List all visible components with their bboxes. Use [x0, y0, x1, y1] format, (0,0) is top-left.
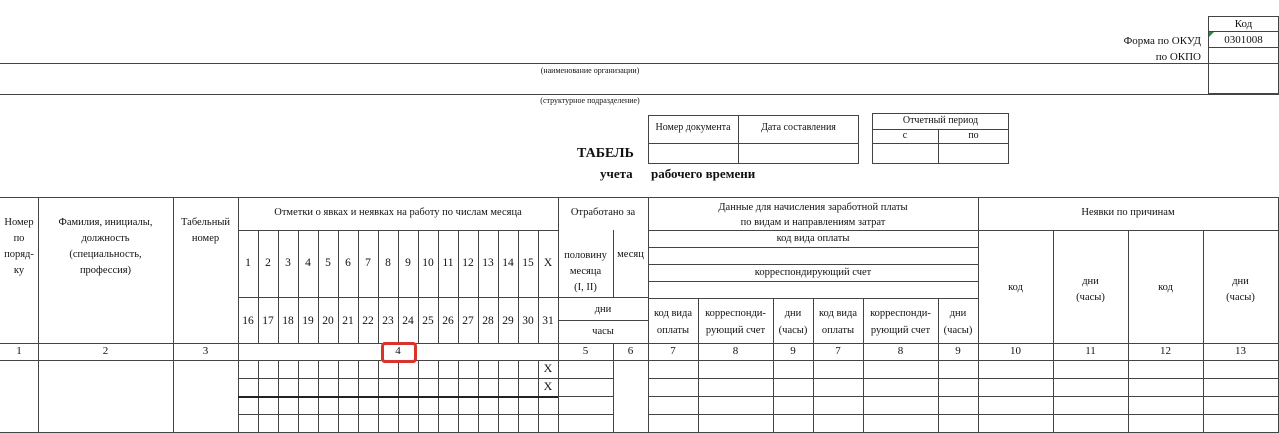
- day-bottom-3: 18: [282, 315, 294, 327]
- day-bottom-7: 22: [362, 315, 374, 327]
- corr-account-label: корреспондирующий счет: [754, 267, 872, 278]
- col-marks-header: Отметки о явках и неявках на работу по числам месяца: [274, 207, 522, 218]
- sub-corr-2: корреспонди- рующий счет: [870, 308, 931, 336]
- abs-code-2: код: [1158, 282, 1173, 293]
- day-bottom-6: 21: [342, 315, 354, 327]
- highlight-box: [381, 342, 417, 363]
- sub-corr-1: корреспонди- рующий счет: [705, 308, 766, 336]
- col-number-6: 6: [627, 345, 634, 357]
- sub-days-2: дни (часы): [943, 308, 973, 336]
- org-caption: (наименование организации): [540, 66, 640, 75]
- col-number-2: 2: [102, 345, 109, 357]
- day-bottom-5: 20: [322, 315, 334, 327]
- day-top-16: X: [543, 257, 553, 269]
- org-line: [0, 63, 1208, 64]
- day-bottom-14: 29: [502, 315, 514, 327]
- day-bottom-15: 30: [522, 315, 534, 327]
- body-x-mark-2[interactable]: X: [543, 379, 553, 393]
- sub-days-1: дни (часы): [778, 308, 808, 336]
- day-top-2: 2: [265, 257, 271, 269]
- worked-days-label: дни: [594, 304, 612, 315]
- col-number-16: 13: [1235, 345, 1246, 357]
- body-x-mark-1[interactable]: X: [543, 361, 553, 375]
- page-title: ТАБЕЛЬ: [577, 146, 634, 161]
- col-number-15: 12: [1160, 345, 1171, 357]
- doc-date-label: Дата составления: [761, 122, 836, 133]
- sub-code-1: код вида оплаты: [653, 308, 693, 336]
- okpo-label: по ОКПО: [1155, 51, 1201, 63]
- day-top-10: 10: [422, 257, 434, 269]
- col-num-header: Номер по поряд- ку: [4, 217, 34, 276]
- day-bottom-8: 23: [382, 315, 394, 327]
- abs-days-1: дни (часы): [1076, 276, 1105, 303]
- day-top-15: 15: [522, 257, 534, 269]
- day-top-13: 13: [482, 257, 494, 269]
- sub-code-2: код вида оплаты: [818, 308, 858, 336]
- day-top-14: 14: [502, 257, 514, 269]
- col-name-header: Фамилия, инициалы, должность (специальность, профессия): [58, 217, 153, 276]
- col-number-5: 5: [582, 345, 589, 357]
- day-bottom-12: 27: [462, 315, 474, 327]
- day-top-4: 4: [305, 257, 311, 269]
- doc-number-label: Номер документа: [655, 122, 731, 133]
- day-top-8: 8: [385, 257, 391, 269]
- col-half-header: половину месяца (I, II): [564, 250, 607, 293]
- code-label: Код: [1234, 18, 1253, 30]
- col-absence-header: Неявки по причинам: [1081, 207, 1175, 218]
- col-number-9: 9: [790, 345, 796, 357]
- period-from: с: [902, 130, 908, 141]
- period-title: Отчетный период: [902, 115, 979, 126]
- pay-code-label: код вида оплаты: [776, 233, 850, 244]
- col-number-11: 8: [897, 345, 904, 357]
- title-subline-b: рабочего времени: [651, 166, 756, 181]
- col-number-13: 10: [1010, 345, 1021, 357]
- okud-value[interactable]: 0301008: [1224, 34, 1263, 46]
- col-number-3: 3: [202, 345, 209, 357]
- abs-code-1: код: [1008, 282, 1023, 293]
- day-top-3: 3: [285, 257, 291, 269]
- col-number-12: 9: [955, 345, 961, 357]
- day-top-9: 9: [405, 257, 411, 269]
- col-number-4: 4: [395, 345, 401, 357]
- period-to: по: [968, 130, 979, 141]
- col-number-14: 11: [1085, 345, 1096, 357]
- col-number-10: 7: [835, 345, 841, 357]
- day-top-1: 1: [245, 257, 251, 269]
- day-bottom-10: 25: [422, 315, 434, 327]
- col-pay-header: Данные для начисления заработной платы по видам и направлениям затрат: [718, 202, 908, 228]
- day-top-7: 7: [365, 257, 371, 269]
- col-number-1: 1: [16, 345, 22, 357]
- day-bottom-1: 16: [242, 315, 254, 327]
- title-subline-a: учета: [600, 166, 633, 181]
- col-number-8: 8: [732, 345, 739, 357]
- day-bottom-11: 26: [442, 315, 454, 327]
- day-bottom-16: 31: [542, 315, 554, 327]
- abs-days-2: дни (часы): [1226, 276, 1255, 303]
- col-number-7: 7: [670, 345, 676, 357]
- col-tab-header: Табельный номер: [181, 217, 230, 244]
- col-month-header: месяц: [617, 249, 644, 260]
- worked-hours-label: часы: [592, 326, 614, 337]
- day-bottom-13: 28: [482, 315, 494, 327]
- col-worked-header: Отработано за: [570, 207, 636, 218]
- dept-line: [0, 94, 1279, 95]
- day-top-11: 11: [442, 257, 454, 269]
- day-bottom-4: 19: [302, 315, 314, 327]
- okud-label: Форма по ОКУД: [1123, 35, 1201, 47]
- day-bottom-9: 24: [402, 315, 414, 327]
- day-top-12: 12: [462, 257, 474, 269]
- day-top-6: 6: [345, 257, 351, 269]
- dept-caption: (структурное подразделение): [540, 96, 640, 105]
- day-bottom-2: 17: [262, 315, 274, 327]
- day-top-5: 5: [325, 257, 331, 269]
